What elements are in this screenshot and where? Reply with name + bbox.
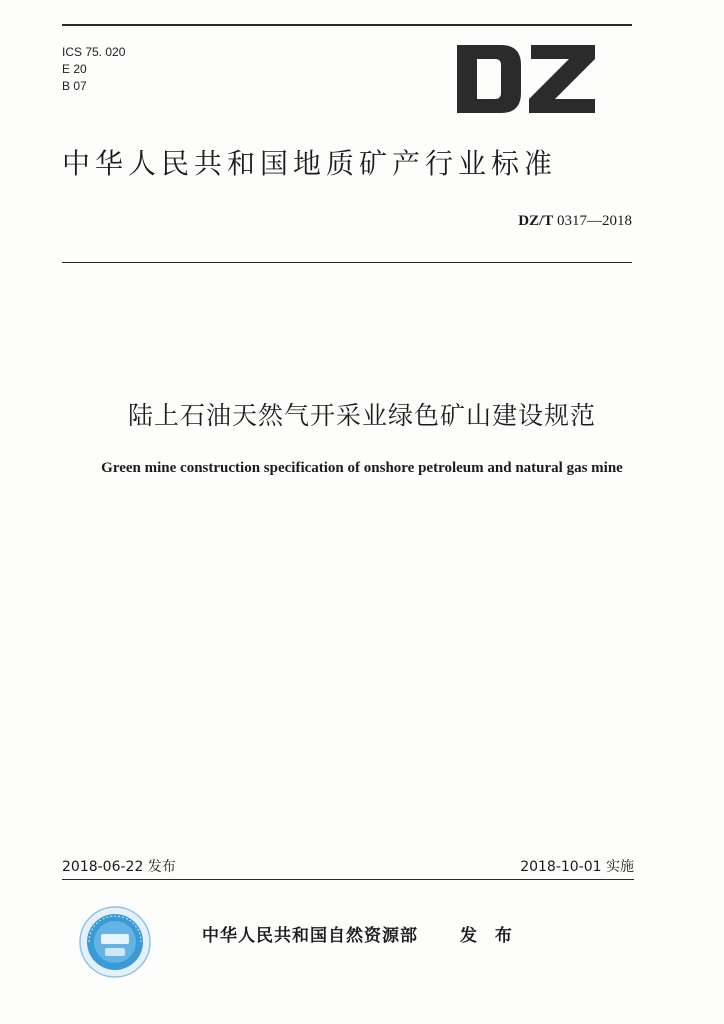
- standard-number: [518, 213, 632, 230]
- ics-code: ICS 75. 020: [62, 45, 126, 59]
- dz-logo: [457, 45, 595, 113]
- classification-codes: [62, 44, 125, 95]
- issue-date: 2018-06-22 发布: [62, 859, 176, 875]
- publisher-name: 中华人民共和国自然资源部: [202, 926, 418, 946]
- document-title-chinese: 陆上石油天然气开采业绿色矿山建设规范: [127, 401, 596, 430]
- publisher-seal-icon: [79, 906, 151, 978]
- publish-label: 发 布: [460, 926, 518, 946]
- document-title-english: Green mine construction specification of onshore petroleum and natural gas mine: [101, 460, 623, 476]
- standard-number-prefix: DZ/T: [518, 213, 554, 229]
- category-code: B 07: [62, 79, 87, 93]
- ccs-code: E 20: [62, 62, 87, 76]
- footer-divider: [62, 879, 634, 880]
- standard-number-value: 0317—2018: [557, 213, 632, 229]
- top-rule: [62, 24, 632, 26]
- industry-standard-title: 中华人民共和国地质矿产行业标准: [62, 147, 558, 180]
- header-divider: [62, 262, 632, 263]
- effective-date: 2018-10-01 实施: [520, 859, 634, 875]
